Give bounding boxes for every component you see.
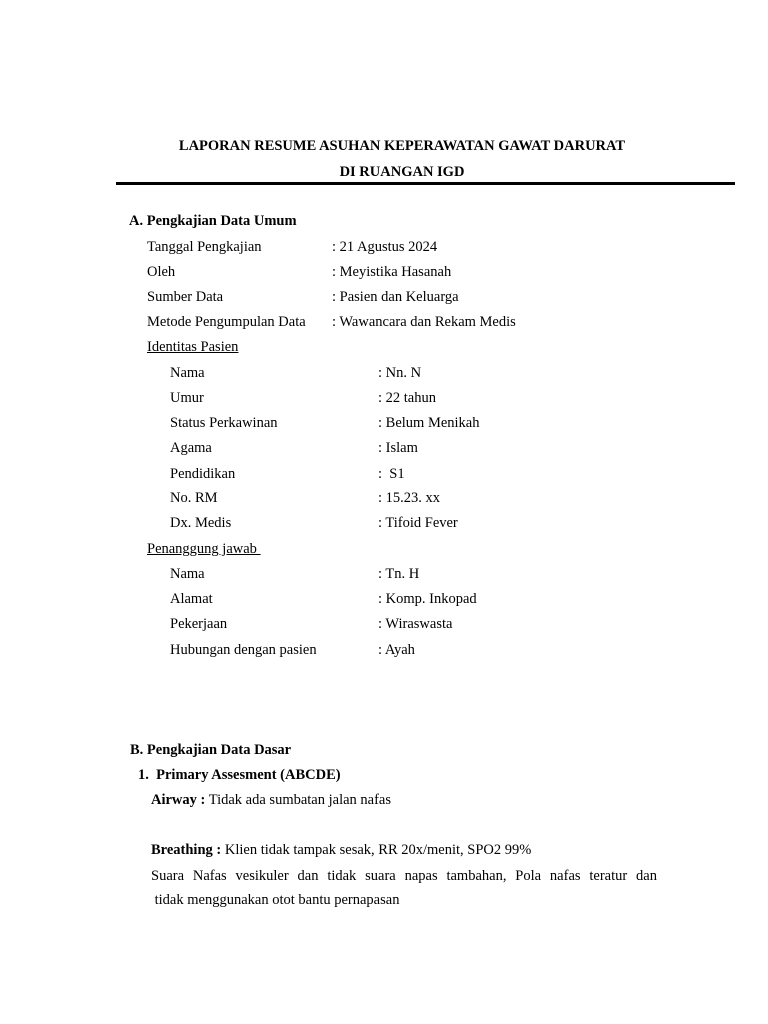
patient-label: Pendidikan [170,466,236,482]
patient-value: : Nn. N [378,365,422,381]
patient-value: : Islam [378,440,418,456]
guardian-value: : Tn. H [378,566,420,582]
patient-label: Umur [170,390,204,406]
guardian-label: Pekerjaan [170,616,228,632]
airway-text: Tidak ada sumbatan jalan nafas [205,792,392,808]
patient-label: No. RM [170,490,218,506]
guardian-value: : Ayah [378,642,415,658]
patient-identity-heading: Identitas Pasien [147,339,239,355]
section-a-heading: A. Pengkajian Data Umum [129,213,297,229]
guardian-value: : Komp. Inkopad [378,591,477,607]
field-value: : Wawancara dan Rekam Medis [332,314,516,330]
header-divider [116,182,735,185]
field-label: Tanggal Pengkajian [147,239,262,255]
patient-label: Agama [170,440,212,456]
patient-label: Dx. Medis [170,515,232,531]
field-value: : 21 Agustus 2024 [332,239,438,255]
airway-label: Airway : [151,792,206,808]
guardian-label: Alamat [170,591,213,607]
section-b-heading: B. Pengkajian Data Dasar [130,742,292,758]
field-label: Sumber Data [147,289,224,305]
guardian-heading: Penanggung jawab [147,541,261,557]
field-value: : Pasien dan Keluarga [332,289,459,305]
field-label: Metode Pengumpulan Data [147,314,306,330]
guardian-value: : Wiraswasta [378,616,453,632]
patient-label: Status Perkawinan [170,415,278,431]
field-label: Oleh [147,264,176,280]
patient-value: : S1 [378,466,405,482]
patient-value: : 15.23. xx [378,490,441,506]
guardian-label: Nama [170,566,205,582]
patient-value: : 22 tahun [378,390,436,406]
breathing-text: Klien tidak tampak sesak, RR 20x/menit, SPO2 99% [221,842,532,858]
airway-line [151,792,391,809]
guardian-label: Hubungan dengan pasien [170,642,317,658]
patient-label: Nama [170,365,205,381]
primary-assessment-heading: 1. Primary Assesment (ABCDE) [138,767,341,783]
breathing-detail-line: Suara Nafas vesikuler dan tidak suara napas tambahan, Pola nafas teratur dan [151,868,657,884]
field-value: : Meyistika Hasanah [332,264,452,280]
breathing-label: Breathing : [151,842,222,858]
title-line-2: DI RUANGAN IGD [339,164,465,180]
breathing-line [151,842,531,859]
title-line-1: LAPORAN RESUME ASUHAN KEPERAWATAN GAWAT DARURAT [178,138,626,154]
patient-value: : Tifoid Fever [378,515,458,531]
breathing-detail-line-2: tidak menggunakan otot bantu pernapasan [151,892,400,908]
patient-value: : Belum Menikah [378,415,480,431]
